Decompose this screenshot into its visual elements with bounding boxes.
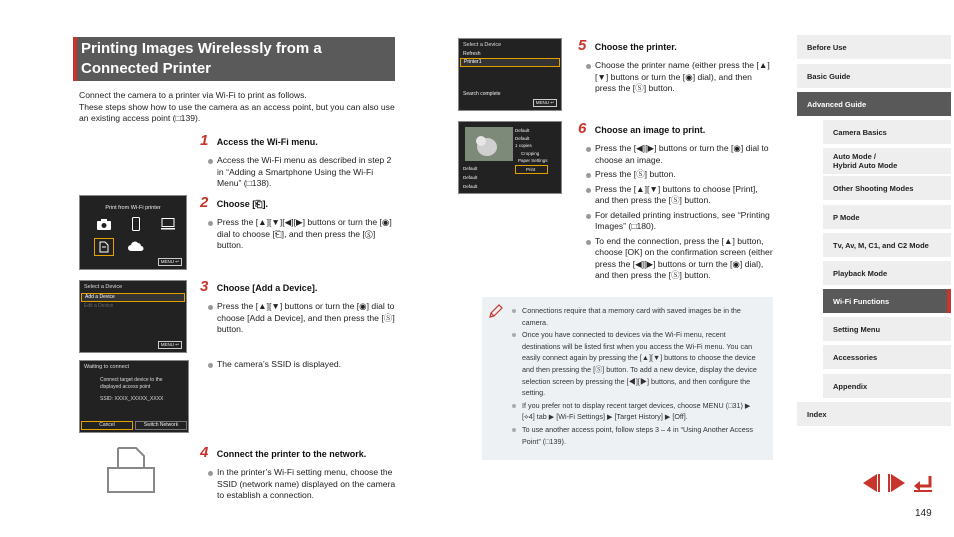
cloud-icon [126,238,146,254]
step-title: Access the Wi-Fi menu. [216,137,318,147]
screen-print-from-wifi [79,195,187,270]
step-number: 1 [200,132,209,149]
ssid-text: SSID: XXXX_XXXXX_XXXX [100,396,164,402]
screen-select-printer [458,38,562,111]
option-row: Cropping [521,150,540,156]
menu-badge: MENU ↩ [158,341,182,349]
step-title: Choose [Add a Device]. [216,283,318,293]
option-row: Default [463,175,478,180]
intro-line-1: Connect the camera to a printer via Wi-Fi to print as follows. [79,90,307,100]
step-bullet: For detailed printing instructions, see “Printing Images” (□180). [586,210,774,233]
step-3 [200,278,396,336]
switch-network-button: Switch Network [135,421,187,430]
step-bullet: Press the [Ⓢ] button. [586,169,774,181]
step-bullet: Access the Wi-Fi menu as described in step 2 in “Adding a Smartphone Using the Wi-Fi Menu” (□138). [208,155,396,190]
screen-select-device [79,280,187,353]
nav-advanced-guide[interactable]: Advanced Guide [797,92,951,116]
note-item: Once you have connected to devices via the Wi-Fi menu, recent destinations will be listed first when you access the Wi-Fi menu. You can easily connect again by pressing the [▲][▼] buttons to choose the device and then pressing the [Ⓢ] button. To add a new device, display the device selection screen by pressing the [◀][▶] buttons, and then configure the setting. [512,329,764,399]
edit-device-row: Edit a Device [84,303,114,309]
step-bullet: The camera’s SSID is displayed. [208,359,405,371]
screen-waiting-connect [79,360,189,433]
print-option: Print [515,165,548,175]
nav-camera-basics[interactable]: Camera Basics [823,120,951,144]
step-bullet: Press the [▲][▼] buttons or turn the [◉] dial to choose [Add a Device], and then press the [Ⓢ] button. [208,301,396,336]
note-item: Connections require that a memory card with saved images be in the camera. [512,305,764,328]
camera-icon [94,216,114,232]
menu-badge: MENU ↩ [533,99,557,107]
page-nav-controls [860,472,934,499]
nav-appendix[interactable]: Appendix [823,374,951,398]
refresh-row: Refresh [463,51,481,57]
pencil-icon [488,303,504,324]
option-row: Default [463,184,478,189]
menu-badge: MENU ↩ [158,258,182,266]
intro-line-2: These steps show how to use the camera as an access point, but you can also use an existing access point (□139). [79,101,395,123]
step-4 [200,444,396,502]
printer1-row: Printer1 [460,58,560,67]
intro-text [79,90,399,125]
step-bullet: Press the [◀][▶] buttons or turn the [◉] dial to choose an image. [586,143,774,166]
note-box [482,297,773,460]
note-item: If you prefer not to display recent target devices, choose MENU (□31) ▶ [⟡4] tab ▶ [Wi-Fi Settings] ▶ [Target History] ▶ [Off]. [512,400,764,423]
screen-title: Print from Wi-Fi printer [105,205,161,211]
connect-instruction-2: displayed access point [100,384,151,390]
page-title-line1: Printing Images Wirelessly from a [81,40,322,57]
cancel-button: Cancel [81,421,133,430]
step-bullet: Press the [▲][▼] buttons to choose [Print], and then press the [Ⓢ] button. [586,184,774,207]
step-6 [578,120,774,282]
smartphone-icon [126,216,146,232]
step-number: 5 [578,37,587,54]
screen-title: Select a Device [463,42,502,48]
screen-title: Select a Device [84,284,123,290]
photo-thumbnail [465,127,513,161]
nav-setting-menu[interactable]: Setting Menu [823,317,951,341]
screen-title: Waiting to connect [84,364,130,370]
step-number: 3 [200,278,209,295]
printer-icon [94,238,114,256]
nav-basic-guide[interactable]: Basic Guide [797,64,951,88]
nav-wifi-functions[interactable]: Wi-Fi Functions [823,289,951,313]
step-bullet: In the printer’s Wi-Fi setting menu, choose the SSID (network name) displayed on the camera to establish a connection. [208,467,396,502]
step-bullet: Choose the printer name (either press the [▲][▼] buttons or turn the [◉] dial), and then press the [Ⓢ] button. [586,60,774,95]
step-title: Connect the printer to the network. [216,449,367,459]
page-number: 149 [915,508,932,519]
nav-p-mode[interactable]: P Mode [823,205,951,229]
step-title: Choose an image to print. [594,125,706,135]
step-1 [200,132,396,190]
step-number: 2 [200,194,209,211]
nav-playback-mode[interactable]: Playback Mode [823,261,951,285]
printer-illustration-icon [106,446,156,499]
nav-before-use[interactable]: Before Use [797,35,951,59]
nav-tv-av-mode[interactable]: Tv, Av, M, C1, and C2 Mode [823,233,951,257]
previous-page-icon[interactable] [860,472,882,499]
nav-accessories[interactable]: Accessories [823,345,951,369]
option-row: Default [463,166,478,171]
step-5 [578,37,774,95]
option-row: Default [515,128,530,133]
page-title [73,37,395,81]
connect-instruction-1: Connect target device to the [100,377,163,383]
step-title: Choose [⎗]. [216,199,268,209]
computer-icon [158,216,178,232]
step-title: Choose the printer. [594,42,677,52]
nav-index[interactable]: Index [797,402,951,426]
option-row: 1 copies [515,143,532,148]
step-2 [200,194,396,252]
step-bullet: Press the [▲][▼][◀][▶] buttons or turn the [◉] dial to choose [⎗], and then press the [Ⓢ] button. [208,217,396,252]
nav-auto-mode[interactable]: Auto Mode / Hybrid Auto Mode [823,148,951,174]
screen-print-settings [458,121,562,194]
option-row: Default [515,135,530,141]
page-title-line2: Connected Printer [81,60,212,77]
nav-other-shooting-modes[interactable]: Other Shooting Modes [823,176,951,200]
step-number: 6 [578,120,587,137]
next-page-icon[interactable] [886,472,908,499]
add-device-row: Add a Device [81,293,185,302]
step-number: 4 [200,444,209,461]
note-item: To use another access point, follow steps 3 – 4 in “Using Another Access Point” (□139). [512,424,764,447]
search-status: Search complete [463,91,501,97]
return-icon[interactable] [912,472,934,499]
option-row: Paper Settings [518,158,548,163]
step-bullet: To end the connection, press the [▲] button, choose [OK] on the confirmation screen (either press the [◀][▶] buttons or turn the [◉] dial), and then press the [Ⓢ] button. [586,236,774,282]
